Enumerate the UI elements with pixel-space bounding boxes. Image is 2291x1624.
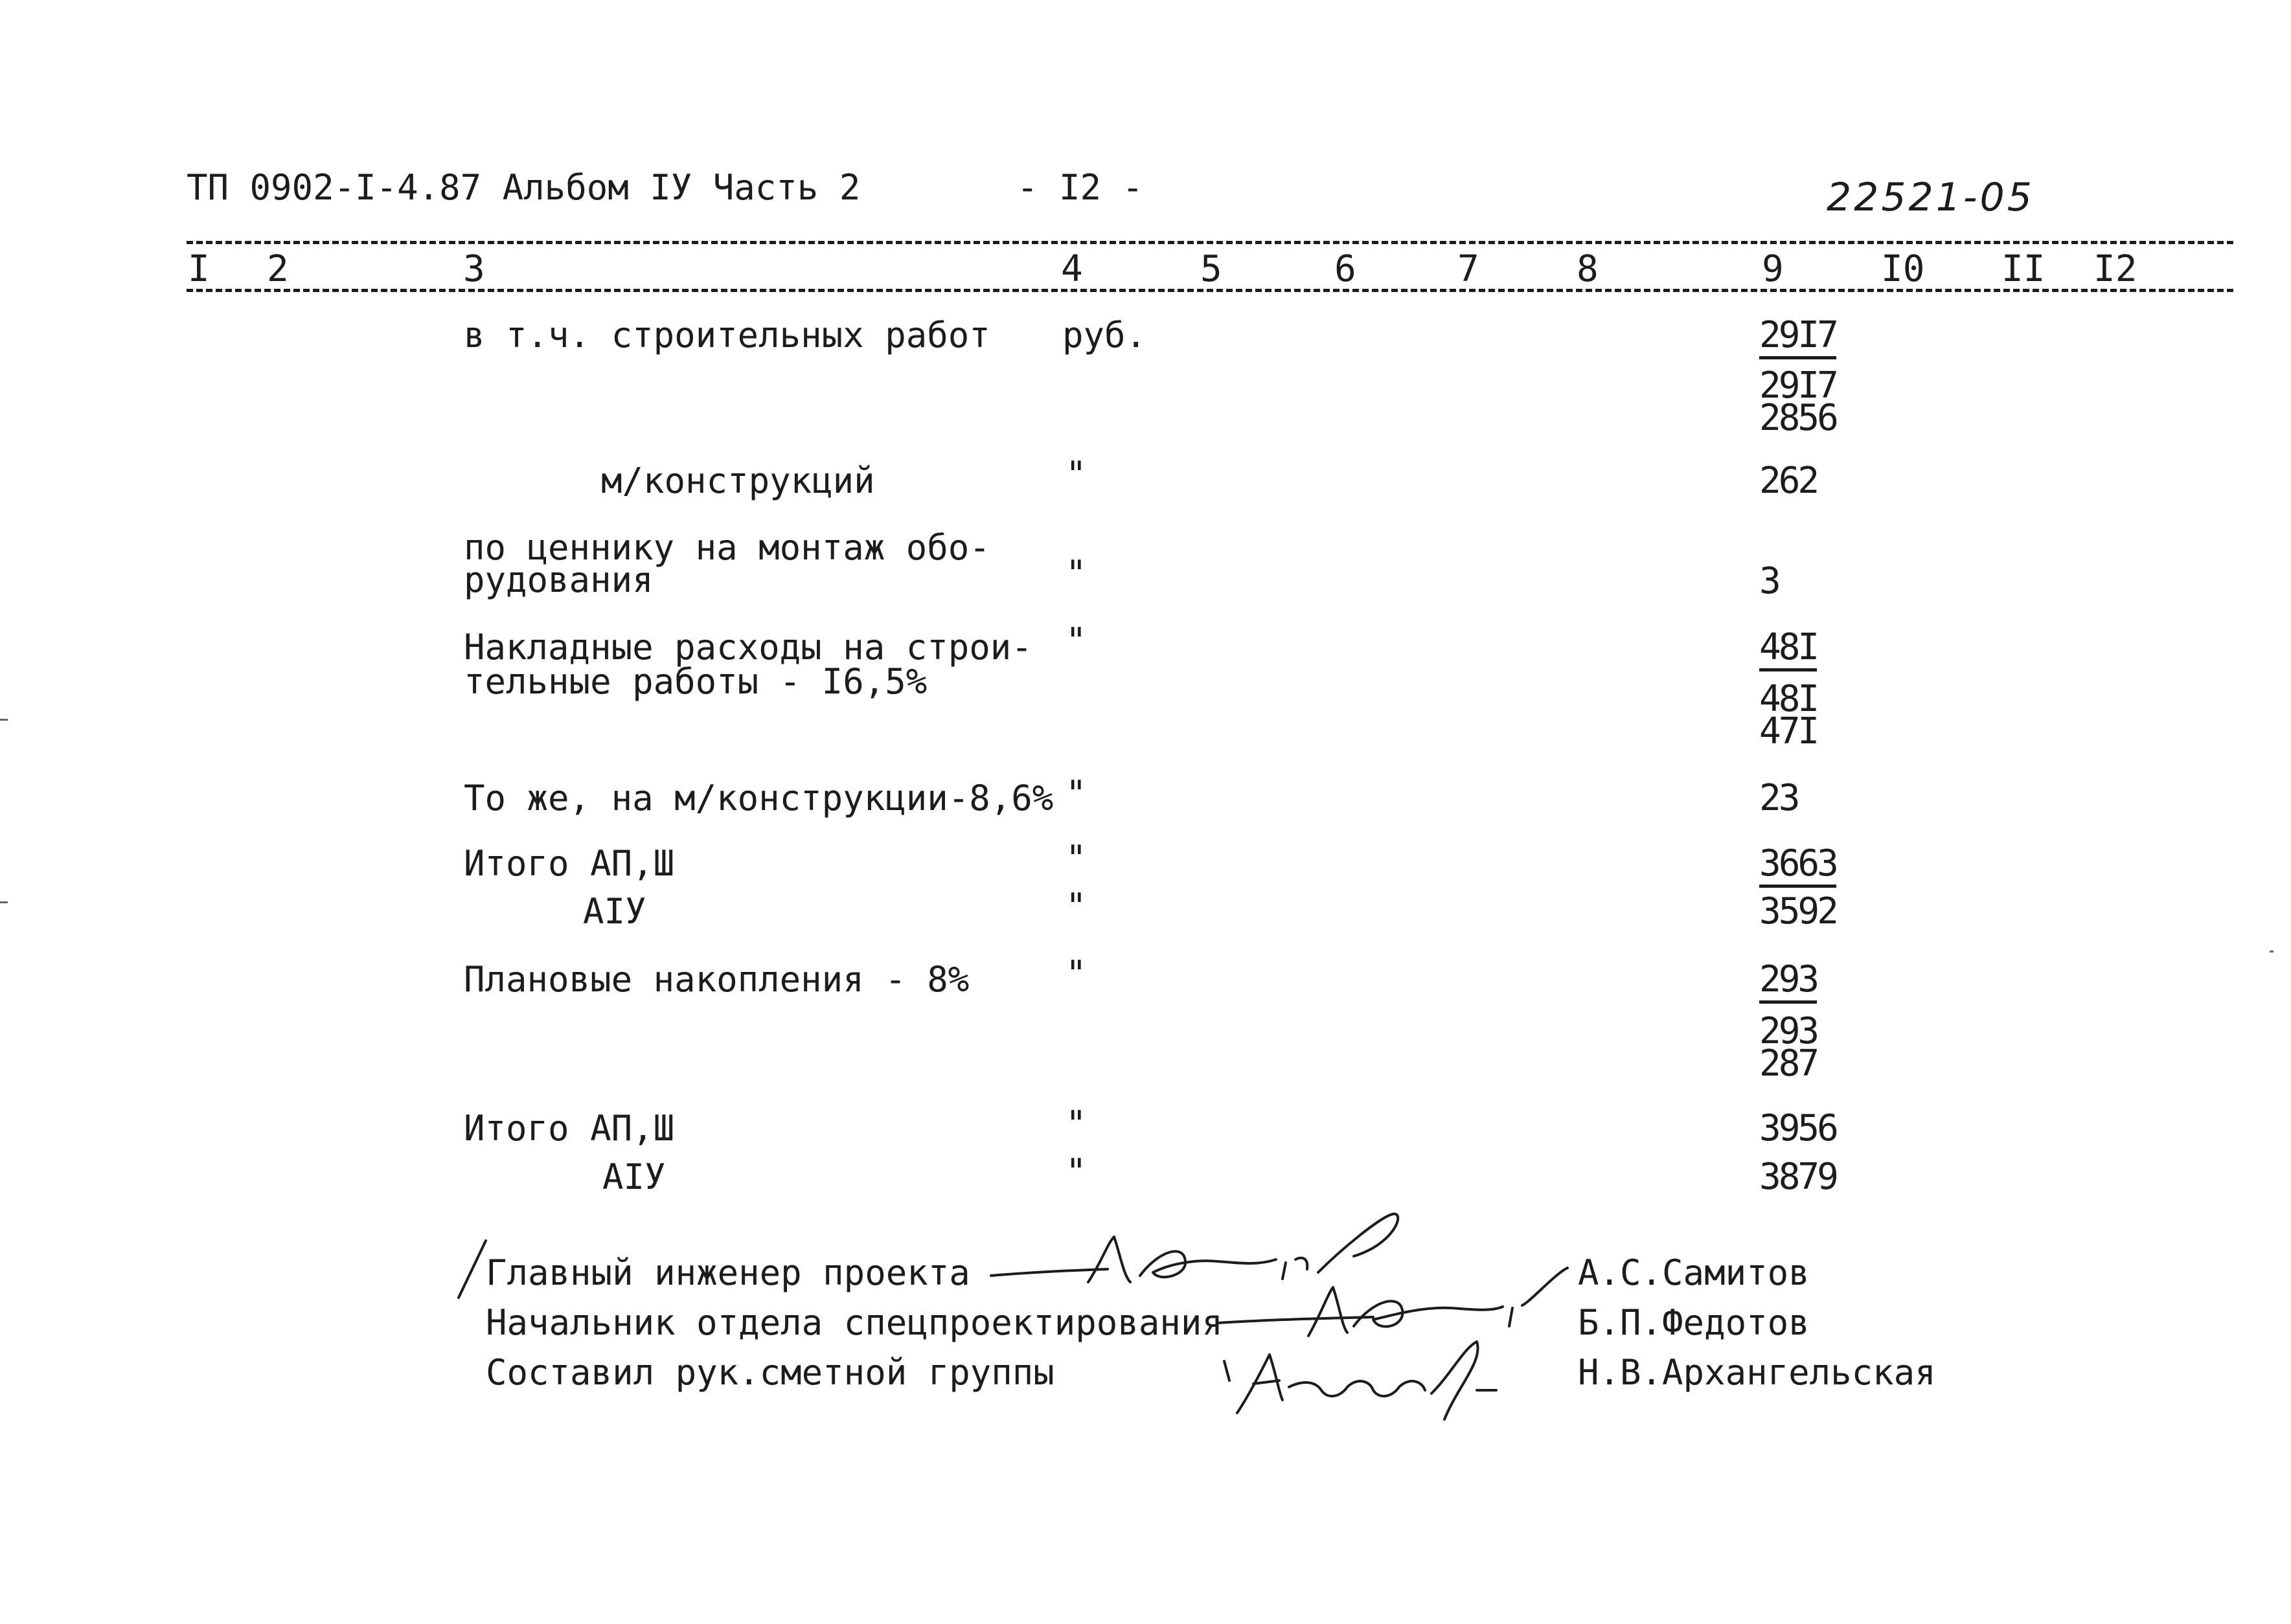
row-label: в т.ч. строительных работ [464, 315, 990, 355]
header-rule-bottom [187, 289, 2233, 292]
value: 23 [1759, 777, 1798, 819]
row-label-line: Накладные расходы на строи- [464, 627, 1032, 668]
row-unit: руб. [1062, 315, 1147, 355]
column-number: 3 [463, 248, 485, 290]
value: 287 [1759, 1043, 1818, 1085]
value-fraction-top: 29I7 [1759, 317, 1836, 359]
signature-2 [1218, 1261, 1580, 1339]
row-label: Итого АП,Ш [464, 843, 675, 884]
column-number: 9 [1762, 248, 1784, 290]
signatory-role: Начальник отдела спецпроектирования [486, 1302, 1223, 1343]
column-number: 4 [1061, 248, 1083, 290]
margin-mark [2270, 951, 2274, 953]
row-unit: " [1066, 620, 1087, 661]
signatory-name: А.С.Самитов [1578, 1252, 1810, 1293]
signature-3 [1218, 1335, 1516, 1426]
column-number: 7 [1457, 248, 1479, 290]
value-fraction-top: 293 [1759, 962, 1817, 1004]
row-unit: " [1066, 1151, 1087, 1192]
row-label-line: рудования [464, 559, 654, 600]
value: 3879 [1759, 1156, 1836, 1198]
row-label: Итого АП,Ш [464, 1108, 675, 1149]
stamp-number: 22521-05 [1827, 175, 2035, 220]
row-unit: " [1066, 886, 1087, 927]
column-number: 2 [267, 248, 289, 290]
page-number: - I2 - [1017, 167, 1144, 208]
value: 48I [1759, 678, 1818, 720]
value: 47I [1759, 710, 1818, 752]
row-unit: " [1066, 1103, 1087, 1144]
row-label-line: по ценнику на монтаж обо- [464, 527, 990, 568]
value-fraction-top: 48I [1759, 629, 1817, 671]
column-number: II [2001, 248, 2046, 290]
row-label: м/конструкций [601, 460, 875, 501]
column-number: 5 [1200, 248, 1222, 290]
signatory-name: Б.П.Федотов [1578, 1302, 1810, 1343]
column-number: I [188, 248, 210, 290]
column-number: I2 [2093, 248, 2137, 290]
margin-mark [0, 719, 8, 721]
row-unit: " [1066, 454, 1087, 495]
header-rule-top [187, 241, 2233, 244]
signatory-name: Н.В.Архангельская [1578, 1352, 1936, 1393]
signatory-role: Главный инженер проекта [486, 1252, 970, 1293]
row-unit: " [1066, 553, 1087, 594]
value: 2856 [1759, 397, 1836, 439]
row-label: Плановые накопления - 8% [464, 959, 970, 1000]
value: 3956 [1759, 1107, 1836, 1149]
row-label: АIУ [583, 891, 646, 932]
column-number: 8 [1577, 248, 1599, 290]
row-label: АIУ [602, 1156, 666, 1197]
column-number: 6 [1334, 248, 1356, 290]
column-number: I0 [1881, 248, 1925, 290]
value: 29I7 [1759, 365, 1836, 407]
margin-mark [0, 901, 8, 903]
document-code: ТП 0902-I-4.87 Альбом IУ Часть 2 [187, 167, 861, 208]
row-unit: " [1066, 838, 1087, 879]
signatory-role: Составил рук.сметной группы [486, 1352, 1054, 1393]
row-label: То же, на м/конструкции-8,6% [464, 778, 1054, 818]
value: 262 [1759, 460, 1818, 502]
row-unit: " [1066, 773, 1087, 814]
value: 3 [1759, 560, 1779, 602]
row-label-line: тельные работы - I6,5% [464, 661, 928, 702]
row-unit: " [1066, 953, 1087, 994]
value: 293 [1759, 1010, 1818, 1052]
value: 3592 [1759, 890, 1836, 932]
value-fraction-top: 3663 [1759, 846, 1836, 888]
